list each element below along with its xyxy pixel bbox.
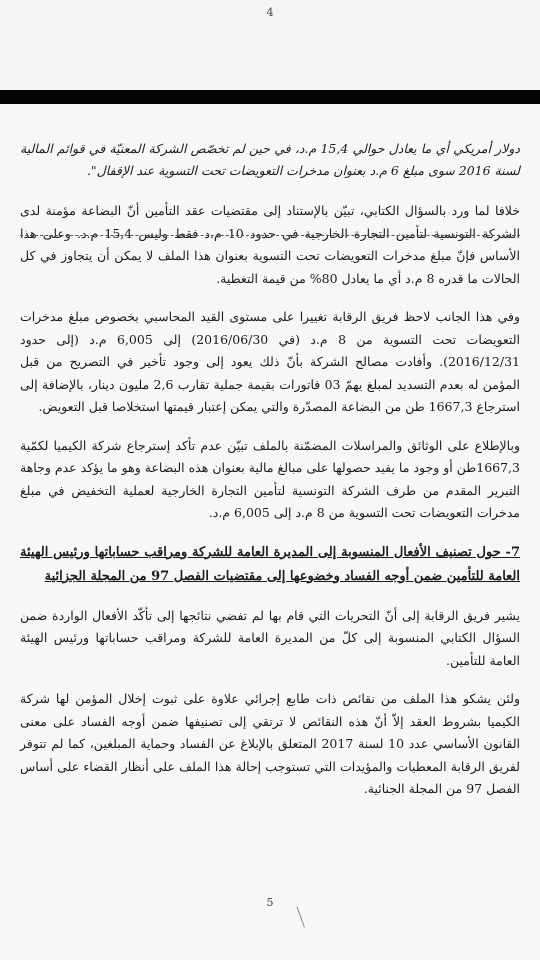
page-number-bottom: 5 (266, 896, 274, 909)
previous-page-fragment (0, 0, 540, 90)
paragraph-insurance-wrapper (20, 200, 520, 290)
paragraph-intro: دولار أمريكي أي ما يعادل حوالي 15,4 م.د، في حين لم تخصّص الشركة المعنيّة في قوائم المالية لسنة 2016 سوى مبلغ 6 م.د بعنوان مدخرات التعويضات تحت التسوية عند الإقفال". (20, 141, 521, 178)
scan-cut-line (20, 235, 520, 236)
paragraph-conclusion: ولئن يشكو هذا الملف من نقائص ذات طابع إجرائي علاوة على ثبوت إخلال المؤمن لها شركة الكيميا بشروط العقد إلاّ أنّ هذه النقائص لا ترتقي إلى تصنيفها ضمن أوجه الفساد على معنى القانون الأساسي عدد 10 لسنة 2017 المتعلق بالإبلاغ عن الفساد وحماية المبلغين، كما لم تتوفر لفريق الرقابة المعطيات والمؤيدات التي تستوجب إحالة هذا الملف على أنظار القضاء على أساس الفصل 97 من المجلة الجنائية. (20, 691, 521, 796)
section-heading-7: 7- حول تصنيف الأفعال المنسوبة إلى المديرة العامة للشركة ومراقب حساباتها ورئيس الهيئة العامة للتأمين ضمن أوجه الفساد وخضوعها إلى مقتضيات الفصل 97 من المجلة الجزائية (20, 544, 520, 584)
document-content (20, 138, 520, 817)
page-number-top: 4 (266, 6, 274, 19)
paragraph-accounting-change: وفي هذا الجانب لاحظ فريق الرقابة تغييرا على مستوى القيد المحاسبي بخصوص مبلغ مدخرات التعويضات تحت التسوية من 8 م.د (في 2016/06/30) إلى 6,005 م.د (إلى حدود 2016/12/31). وأفادت مصالح الشركة بأنّ ذلك يعود إلى وجود تأخير في التصريح من قبل المؤمن له بعدم التسديد لمبلغ يهمّ 03 فاتورات بقيمة جملية تقارب 2,6 مليون دينار، بالإضافة إلى استرجاع 1667,3 طن من البضاعة المصدّرة والتي يمكن إعتبار قيمتها استخلاصا قبل التعويض. (20, 309, 520, 414)
paragraph-documents-review: وبالإطلاع على الوثائق والمراسلات المضمّنة بالملف تبيّن عدم تأكد إسترجاع شركة الكيميا لكمّية 1667,3طن أو وجود ما يفيد حصولها على مبالغ مالية بعنوان هذه البضاعة وهو ما يؤكد عدم وجاهة التبرير المقدم من طرف الشركة التونسية لتأمين التجارة الخارجية لعملية التخفيض في مبلغ مدخرات التعويضات تحت التسوية من 8 م.د إلى 6,005 م.د. (20, 437, 520, 520)
paragraph-insurance-coverage: خلافا لما ورد بالسؤال الكتابي، تبيّن بالإستناد إلى مقتضيات عقد التأمين أنّ البضاعة مؤمنة لدى الشركة التونسية لتأمين التجارة الخارجية في حدود 10 م.د فقط وليس 15,4 م.د. وعلى هذا الأساس فإنّ مبلغ مدخرات التعويضات تحت التسوية بعنوان هذا الملف لا يمكن أن يتجاوز في كل الحالات ما قدره 8 م.د أي ما يعادل 80% من قيمة التغطية. (20, 203, 520, 286)
paragraph-control-team: يشير فريق الرقابة إلى أنّ التحريات التي قام بها لم تفضي نتائجها إلى تأكّد الأفعال الواردة ضمن السؤال الكتابي المنسوبة إلى كلّ من المديرة العامة للشركة ومراقب حساباتها ورئيس الهيئة العامة للتأمين. (20, 607, 520, 668)
page-divider-bar (0, 90, 540, 104)
